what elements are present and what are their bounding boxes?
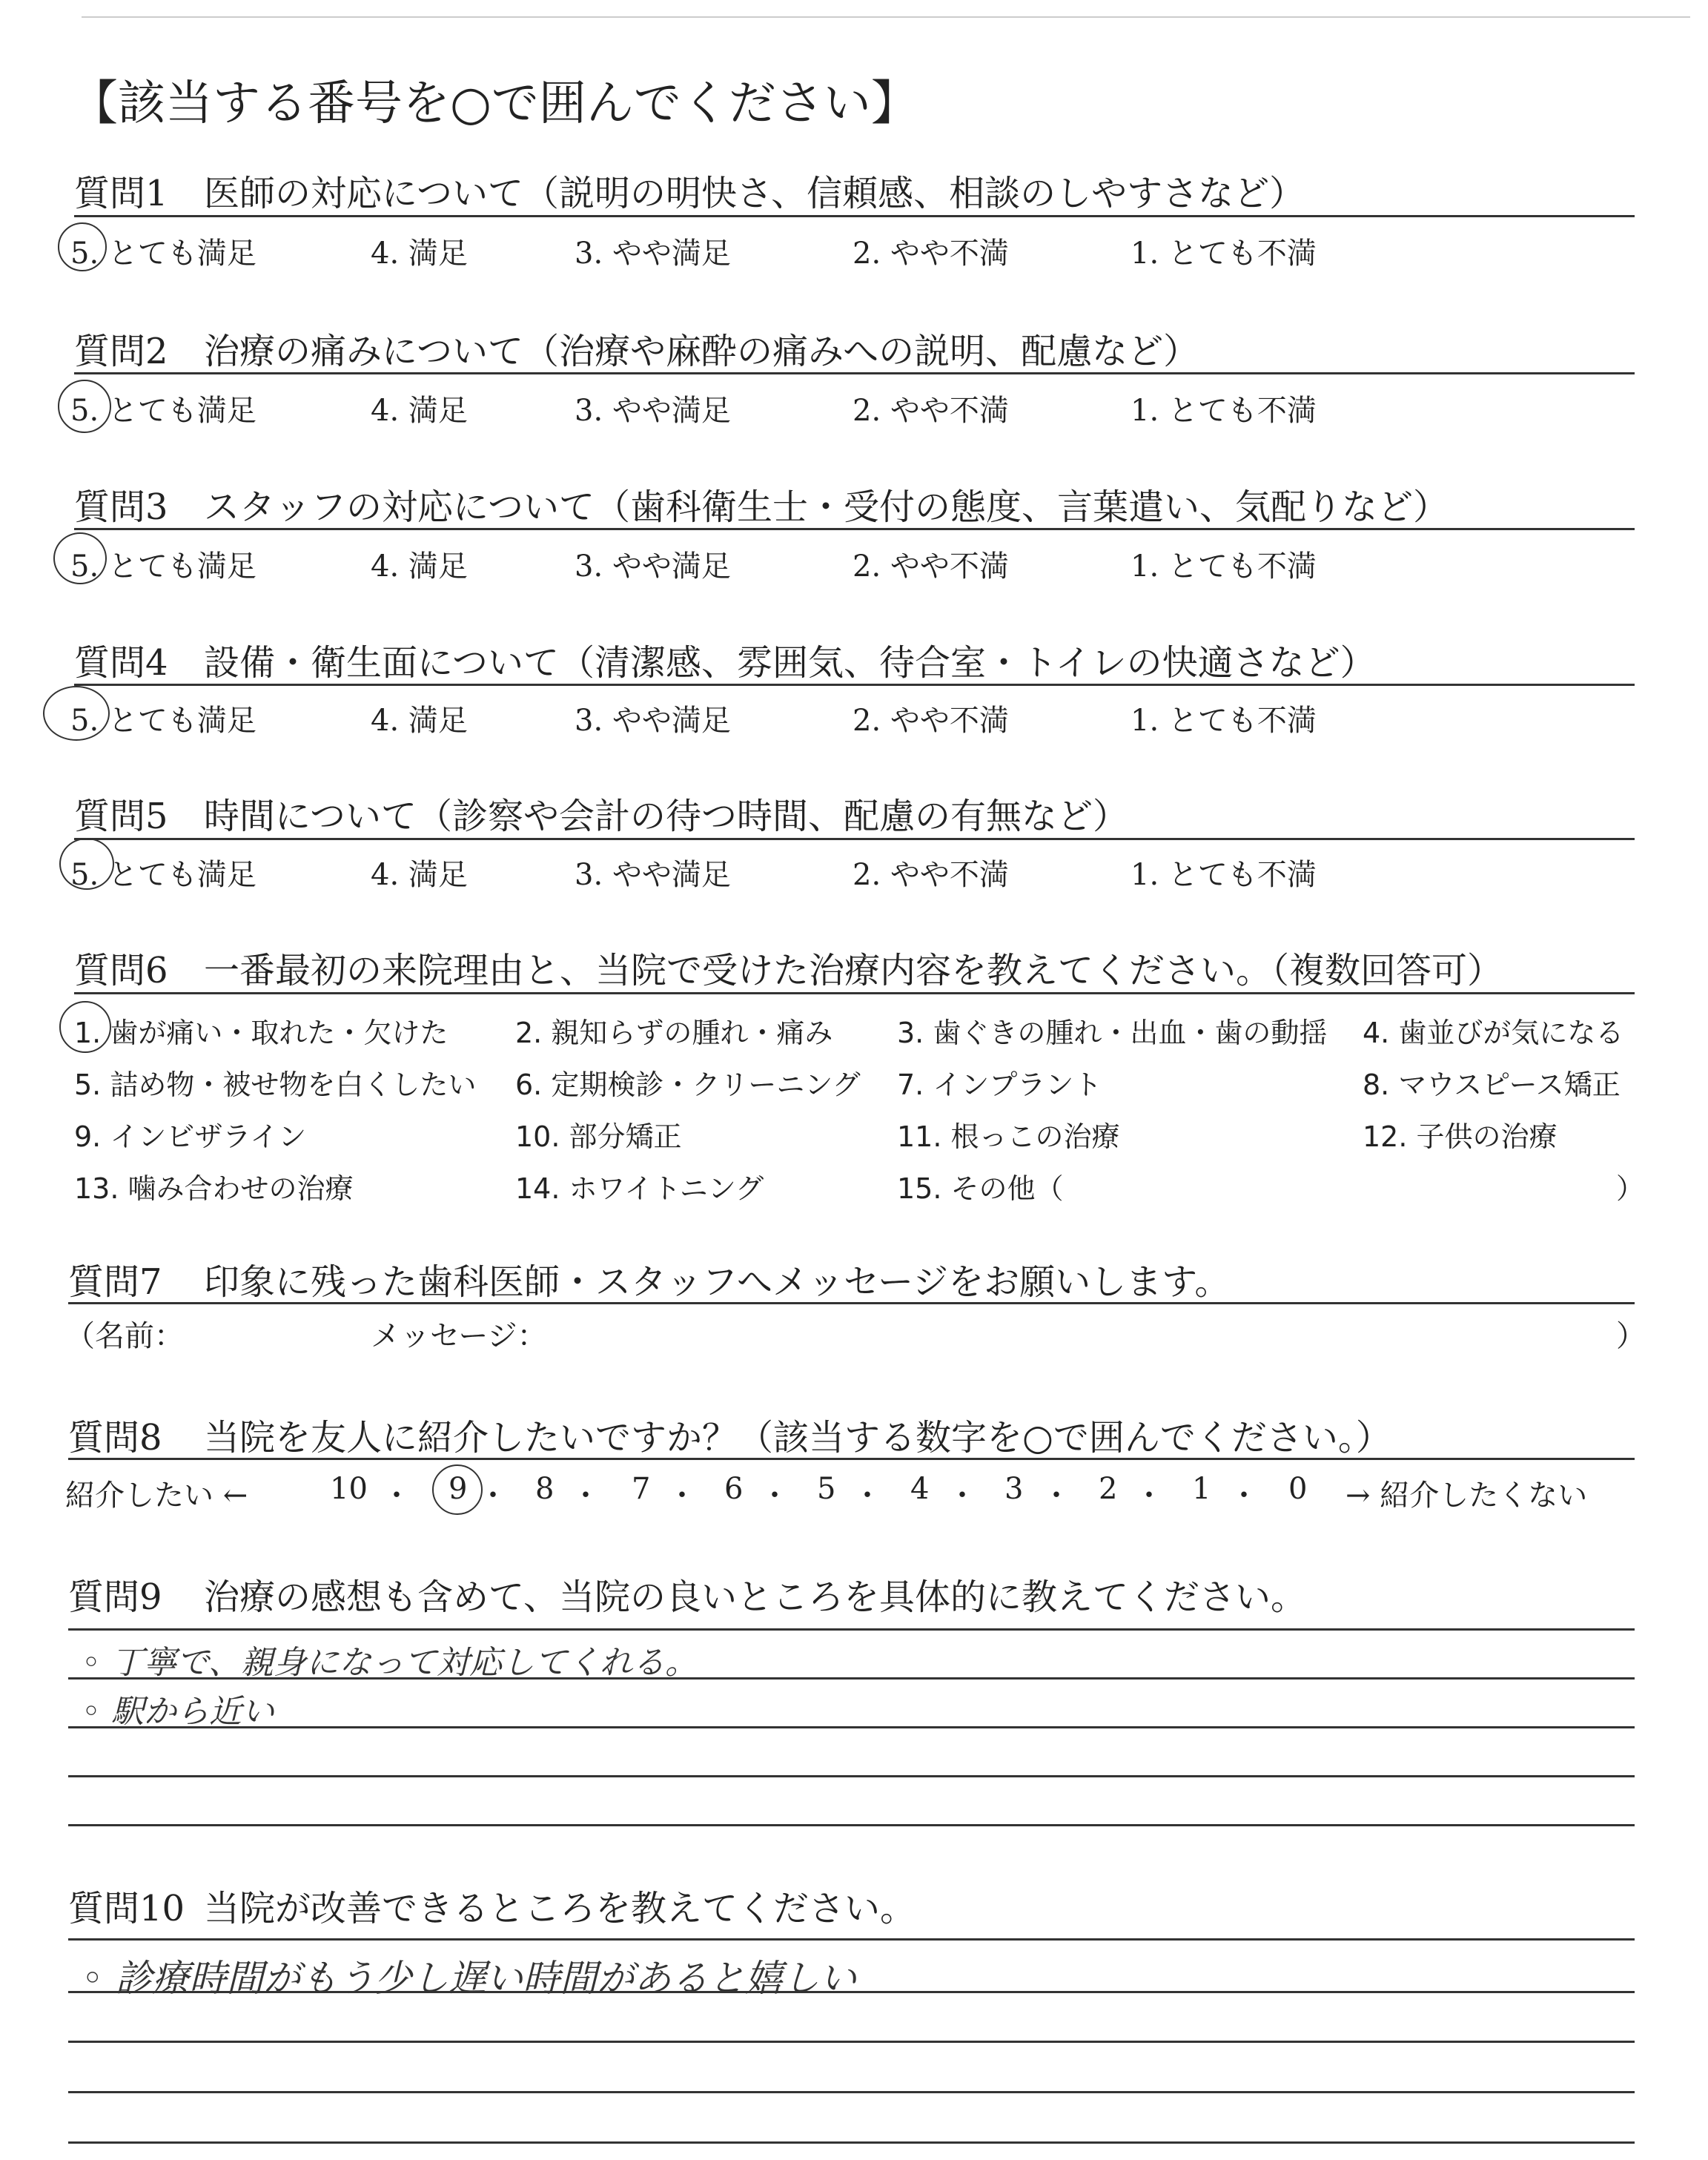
q2-option-4[interactable]: 4. 満足: [371, 394, 468, 428]
q8-sep-3: ・: [571, 1479, 600, 1513]
q8-selection-circle: [432, 1464, 483, 1515]
q6-option-10[interactable]: 10. 部分矯正: [515, 1120, 682, 1153]
question-4-rule: [74, 684, 1635, 686]
scan-edge-line: [82, 16, 1690, 18]
q6-option-11[interactable]: 11. 根っこの治療: [897, 1120, 1120, 1153]
question-6-rule: [74, 992, 1635, 994]
q8-sep-4: ・: [667, 1479, 697, 1513]
q2-option-1[interactable]: 1. とても不満: [1131, 394, 1317, 428]
q3-option-2[interactable]: 2. やや不満: [853, 549, 1009, 584]
q8-scale-6[interactable]: 6: [724, 1472, 744, 1506]
question-3-text: スタッフの対応について（歯科衛生士・受付の態度、言葉遣い、気配りなど）: [204, 486, 1449, 528]
question-3-label: 質問3: [74, 486, 168, 528]
question-8-text: 当院を友人に紹介したいですか？（該当する数字を○で囲んでください。）: [204, 1417, 1391, 1459]
q8-scale-5[interactable]: 5: [817, 1472, 836, 1506]
q5-option-4[interactable]: 4. 満足: [371, 858, 468, 892]
question-7-text: 印象に残った歯科医師・スタッフへメッセージをお願いします。: [204, 1261, 1231, 1303]
q9-line-3: [68, 1726, 1635, 1728]
q8-scale-9[interactable]: 9: [448, 1472, 468, 1506]
q6-option-3[interactable]: 3. 歯ぐきの腫れ・出血・歯の動揺: [897, 1017, 1328, 1049]
q8-scale-1[interactable]: 1: [1192, 1472, 1211, 1506]
q1-option-2[interactable]: 2. やや不満: [853, 237, 1009, 271]
q6-option-12[interactable]: 12. 子供の治療: [1363, 1120, 1558, 1153]
q8-sep-9: ・: [1134, 1479, 1164, 1513]
q1-option-3[interactable]: 3. やや満足: [575, 237, 731, 271]
q6-option-14[interactable]: 14. ホワイトニング: [515, 1172, 764, 1205]
q9-line-4: [68, 1775, 1635, 1777]
q8-scale-4[interactable]: 4: [910, 1472, 930, 1506]
q6-option-5[interactable]: 5. 詰め物・被せ物を白くしたい: [74, 1069, 477, 1101]
question-10-label: 質問10: [68, 1888, 185, 1929]
q8-scale-7[interactable]: 7: [632, 1472, 651, 1506]
question-7-rule: [68, 1302, 1635, 1304]
q8-sep-2: ・: [478, 1479, 508, 1513]
question-10-text: 当院が改善できるところを教えてください。: [204, 1888, 916, 1929]
q1-option-1[interactable]: 1. とても不満: [1131, 237, 1317, 271]
q9-answer-1: ◦ 丁寧で、親身になって対応してくれる。: [82, 1644, 698, 1682]
q4-option-5[interactable]: 5. とても満足: [70, 704, 256, 738]
q5-option-1[interactable]: 1. とても不満: [1131, 858, 1317, 892]
q8-sep-7: ・: [947, 1479, 977, 1513]
q3-option-3[interactable]: 3. やや満足: [575, 549, 731, 584]
question-6-text: 一番最初の来院理由と、当院で受けた治療内容を教えてください。（複数回答可）: [204, 950, 1503, 991]
q8-right-label: → 紹介したくない: [1345, 1479, 1588, 1513]
question-2-text: 治療の痛みについて（治療や麻酔の痛みへの説明、配慮など）: [204, 331, 1199, 372]
question-1-rule: [74, 215, 1635, 217]
q4-option-4[interactable]: 4. 満足: [371, 704, 468, 738]
q6-close-paren: ）: [1616, 1172, 1645, 1205]
question-4-text: 設備・衛生面について（清潔感、雰囲気、待合室・トイレの快適さなど）: [204, 642, 1376, 684]
q9-line-5: [68, 1824, 1635, 1826]
q2-option-3[interactable]: 3. やや満足: [575, 394, 731, 428]
question-5-text: 時間について（診察や会計の待つ時間、配慮の有無など）: [204, 796, 1129, 837]
q2-option-2[interactable]: 2. やや不満: [853, 394, 1009, 428]
q10-line-1: [68, 1938, 1635, 1941]
q7-close-paren: ）: [1616, 1319, 1646, 1353]
q8-scale-8[interactable]: 8: [535, 1472, 555, 1506]
question-3-rule: [74, 528, 1635, 530]
q2-selection-circle: [58, 380, 111, 433]
q3-option-4[interactable]: 4. 満足: [371, 549, 468, 584]
q6-option-7[interactable]: 7. インプラント: [897, 1069, 1102, 1101]
q6-option-2[interactable]: 2. 親知らずの腫れ・痛み: [515, 1017, 833, 1049]
q6-option-9[interactable]: 9. インビザライン: [74, 1120, 307, 1153]
q6-selection-circle: [59, 1001, 111, 1053]
q5-option-5[interactable]: 5. とても満足: [70, 858, 256, 892]
question-8-label: 質問8: [68, 1417, 162, 1459]
q5-option-3[interactable]: 3. やや満足: [575, 858, 731, 892]
q8-sep-1: ・: [382, 1479, 411, 1513]
q10-answer-1: ◦ 診療時間がもう少し遅い時間があると嬉しい: [82, 1957, 857, 2000]
q9-line-1: [68, 1628, 1635, 1631]
q4-option-3[interactable]: 3. やや満足: [575, 704, 731, 738]
question-9-label: 質問9: [68, 1576, 162, 1618]
q8-left-label: 紹介したい ←: [65, 1479, 248, 1513]
q5-option-2[interactable]: 2. やや不満: [853, 858, 1009, 892]
q6-option-13[interactable]: 13. 噛み合わせの治療: [74, 1172, 354, 1205]
question-9-text: 治療の感想も含めて、当院の良いところを具体的に教えてください。: [204, 1576, 1307, 1618]
q8-sep-5: ・: [760, 1479, 790, 1513]
q4-selection-circle: [43, 686, 110, 741]
question-1-label: 質問1: [74, 173, 168, 214]
q8-scale-2[interactable]: 2: [1099, 1472, 1118, 1506]
q5-selection-circle: [59, 838, 114, 890]
q6-option-8[interactable]: 8. マウスピース矯正: [1363, 1069, 1621, 1101]
q7-message-label: メッセージ：: [371, 1319, 547, 1353]
q10-line-3: [68, 2041, 1635, 2043]
q1-selection-circle: [58, 222, 107, 271]
q3-option-1[interactable]: 1. とても不満: [1131, 549, 1317, 584]
question-4-label: 質問4: [74, 642, 168, 684]
q8-scale-3[interactable]: 3: [1004, 1472, 1024, 1506]
q6-option-1[interactable]: 1. 歯が痛い・取れた・欠けた: [74, 1017, 448, 1049]
q6-option-6[interactable]: 6. 定期検診・クリーニング: [515, 1069, 861, 1101]
q7-name-label: （名前：: [65, 1319, 184, 1353]
question-8-rule: [68, 1458, 1635, 1460]
question-2-rule: [74, 372, 1635, 374]
q10-line-5: [68, 2141, 1635, 2144]
q8-scale-0[interactable]: 0: [1288, 1472, 1308, 1506]
question-5-label: 質問5: [74, 796, 168, 837]
q10-line-4: [68, 2091, 1635, 2093]
question-1-text: 医師の対応について（説明の明快さ、信頼感、相談のしやすさなど）: [204, 173, 1305, 214]
q4-option-1[interactable]: 1. とても不満: [1131, 704, 1317, 738]
q1-option-5[interactable]: 5. とても満足: [70, 237, 256, 271]
q6-option-15[interactable]: 15. その他（: [897, 1172, 1064, 1205]
q3-option-5[interactable]: 5. とても満足: [70, 549, 256, 584]
q2-option-5[interactable]: 5. とても満足: [70, 394, 256, 428]
page-title: 【該当する番号を○で囲んでください】: [70, 76, 918, 131]
question-2-label: 質問2: [74, 331, 168, 372]
question-6-label: 質問6: [74, 950, 168, 991]
q4-option-2[interactable]: 2. やや不満: [853, 704, 1009, 738]
q8-scale-10[interactable]: 10: [330, 1472, 368, 1506]
q8-sep-8: ・: [1042, 1479, 1071, 1513]
q3-selection-circle: [53, 532, 107, 584]
q9-answer-2: ◦ 駅から近い: [82, 1693, 274, 1731]
q6-option-4[interactable]: 4. 歯並びが気になる: [1363, 1017, 1624, 1049]
question-7-label: 質問7: [68, 1261, 162, 1303]
q8-sep-6: ・: [853, 1479, 882, 1513]
question-5-rule: [74, 838, 1635, 840]
q1-option-4[interactable]: 4. 満足: [371, 237, 468, 271]
q8-sep-10: ・: [1229, 1479, 1259, 1513]
